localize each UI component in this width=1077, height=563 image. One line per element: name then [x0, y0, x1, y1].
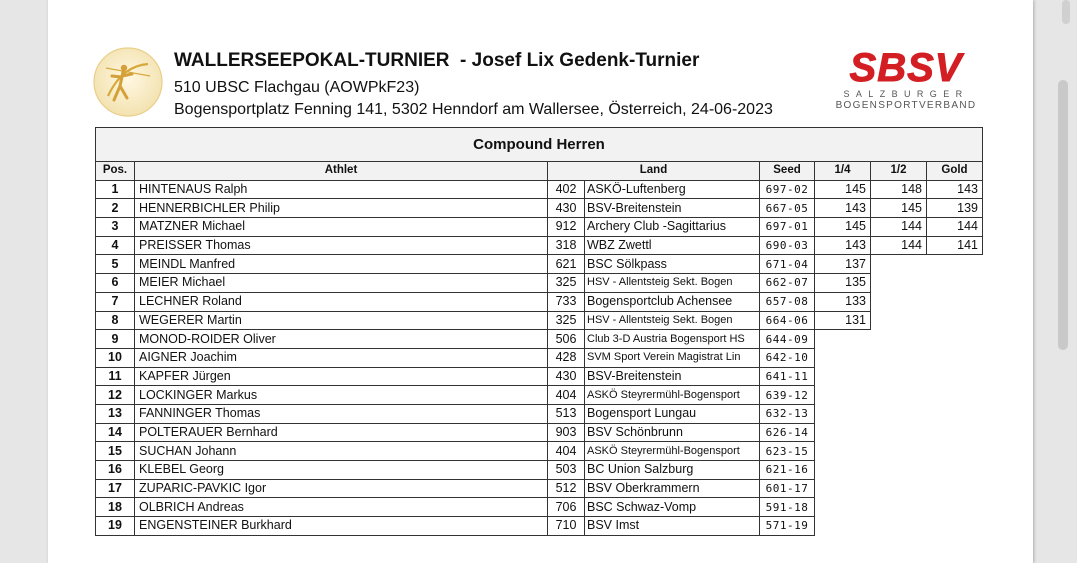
cell-club-name: BSV Imst: [585, 517, 760, 536]
cell-gold: [927, 461, 983, 480]
cell-quarterfinal: 135: [815, 274, 871, 293]
cell-semifinal: [871, 367, 927, 386]
cell-seed: 657-08: [760, 292, 815, 311]
cell-gold: [927, 311, 983, 330]
cell-athlete: MEIER Michael: [135, 274, 548, 293]
cell-athlete: WEGERER Martin: [135, 311, 548, 330]
cell-club-name: Club 3-D Austria Bogensport HS: [585, 330, 760, 349]
cell-gold: [927, 517, 983, 536]
cell-athlete: ENGENSTEINER Burkhard: [135, 517, 548, 536]
cell-gold: [927, 479, 983, 498]
table-caption: Compound Herren: [96, 128, 983, 162]
cell-club-name: WBZ Zwettl: [585, 236, 760, 255]
cell-pos: 1: [96, 180, 135, 199]
cell-club-number: 404: [548, 442, 585, 461]
cell-club-number: 430: [548, 199, 585, 218]
cell-quarterfinal: [815, 423, 871, 442]
cell-semifinal: [871, 255, 927, 274]
cell-semifinal: 145: [871, 199, 927, 218]
cell-pos: 18: [96, 498, 135, 517]
cell-athlete: SUCHAN Johann: [135, 442, 548, 461]
cell-seed: 671-04: [760, 255, 815, 274]
col-header-athlete: Athlet: [135, 162, 548, 181]
document-title: WALLERSEEPOKAL-TURNIER - Josef Lix Gedenk-Turnier: [174, 50, 700, 71]
cell-seed: 623-15: [760, 442, 815, 461]
table-row: [96, 442, 983, 461]
cell-semifinal: [871, 386, 927, 405]
col-header-quarter: 1/4: [815, 162, 871, 181]
cell-gold: [927, 404, 983, 423]
cell-pos: 11: [96, 367, 135, 386]
cell-semifinal: [871, 517, 927, 536]
cell-club-number: 325: [548, 274, 585, 293]
cell-athlete: MEINDL Manfred: [135, 255, 548, 274]
cell-athlete: KLEBEL Georg: [135, 461, 548, 480]
cell-athlete: POLTERAUER Bernhard: [135, 423, 548, 442]
cell-pos: 9: [96, 330, 135, 349]
cell-seed: 639-12: [760, 386, 815, 405]
table-row: [96, 517, 983, 536]
cell-gold: [927, 386, 983, 405]
cell-semifinal: 148: [871, 180, 927, 199]
table-row: [96, 404, 983, 423]
cell-pos: 5: [96, 255, 135, 274]
event-subtitle: 510 UBSC Flachgau (AOWPkF23): [174, 79, 420, 96]
cell-pos: 10: [96, 348, 135, 367]
cell-quarterfinal: 143: [815, 199, 871, 218]
cell-quarterfinal: 143: [815, 236, 871, 255]
scroll-notch: [1062, 0, 1070, 24]
cell-gold: [927, 348, 983, 367]
cell-athlete: MONOD-ROIDER Oliver: [135, 330, 548, 349]
table-row: [96, 292, 983, 311]
cell-seed: 626-14: [760, 423, 815, 442]
table-row: [96, 255, 983, 274]
cell-seed: 697-01: [760, 218, 815, 237]
cell-gold: [927, 423, 983, 442]
cell-club-number: 710: [548, 517, 585, 536]
cell-semifinal: 144: [871, 218, 927, 237]
cell-quarterfinal: [815, 404, 871, 423]
cell-club-name: ASKÖ-Luftenberg: [585, 180, 760, 199]
cell-quarterfinal: [815, 442, 871, 461]
cell-club-number: 621: [548, 255, 585, 274]
cell-semifinal: [871, 442, 927, 461]
cell-athlete: LOCKINGER Markus: [135, 386, 548, 405]
table-row: [96, 311, 983, 330]
cell-club-name: BSV-Breitenstein: [585, 199, 760, 218]
event-venue: Bogensportplatz Fenning 141, 5302 Henndorf am Wallersee, Österreich, 24-06-2023: [174, 101, 773, 118]
cell-athlete: HENNERBICHLER Philip: [135, 199, 548, 218]
cell-athlete: AIGNER Joachim: [135, 348, 548, 367]
cell-semifinal: 144: [871, 236, 927, 255]
cell-club-number: 513: [548, 404, 585, 423]
cell-gold: 144: [927, 218, 983, 237]
cell-gold: 141: [927, 236, 983, 255]
cell-gold: [927, 274, 983, 293]
cell-semifinal: [871, 292, 927, 311]
cell-pos: 3: [96, 218, 135, 237]
cell-seed: 664-06: [760, 311, 815, 330]
cell-quarterfinal: 131: [815, 311, 871, 330]
table-row: [96, 348, 983, 367]
table-row: [96, 367, 983, 386]
cell-athlete: ZUPARIC-PAVKIC Igor: [135, 479, 548, 498]
cell-pos: 13: [96, 404, 135, 423]
cell-quarterfinal: [815, 479, 871, 498]
cell-seed: 644-09: [760, 330, 815, 349]
cell-gold: [927, 442, 983, 461]
cell-club-name: BSC Schwaz-Vomp: [585, 498, 760, 517]
cell-quarterfinal: [815, 348, 871, 367]
cell-athlete: PREISSER Thomas: [135, 236, 548, 255]
cell-quarterfinal: [815, 386, 871, 405]
cell-athlete: FANNINGER Thomas: [135, 404, 548, 423]
cell-club-name: ASKÖ Steyrermühl-Bogensport: [585, 442, 760, 461]
cell-athlete: KAPFER Jürgen: [135, 367, 548, 386]
col-header-semi: 1/2: [871, 162, 927, 181]
cell-pos: 8: [96, 311, 135, 330]
cell-club-name: HSV - Allentsteig Sekt. Bogen: [585, 311, 760, 330]
cell-pos: 6: [96, 274, 135, 293]
sbsv-logo-line2: BOGENSPORTVERBAND: [835, 100, 977, 111]
cell-club-name: Bogensport Lungau: [585, 404, 760, 423]
cell-club-number: 402: [548, 180, 585, 199]
table-caption-row: [96, 128, 983, 162]
cell-pos: 16: [96, 461, 135, 480]
col-header-seed: Seed: [760, 162, 815, 181]
cell-club-name: SVM Sport Verein Magistrat Lin: [585, 348, 760, 367]
cell-quarterfinal: [815, 461, 871, 480]
cell-pos: 12: [96, 386, 135, 405]
col-header-land: Land: [548, 162, 760, 181]
cell-seed: 641-11: [760, 367, 815, 386]
cell-semifinal: [871, 348, 927, 367]
cell-gold: [927, 292, 983, 311]
cell-gold: 143: [927, 180, 983, 199]
results-table: [95, 127, 983, 536]
cell-club-number: 506: [548, 330, 585, 349]
cell-club-name: Archery Club -Sagittarius: [585, 218, 760, 237]
scrollbar-thumb[interactable]: [1058, 80, 1068, 350]
cell-quarterfinal: [815, 367, 871, 386]
cell-club-name: BSV Oberkrammern: [585, 479, 760, 498]
cell-pos: 15: [96, 442, 135, 461]
results-body: [96, 180, 983, 535]
cell-quarterfinal: [815, 330, 871, 349]
sbsv-logo-line1: SALZBURGER: [843, 89, 969, 99]
cell-seed: 697-02: [760, 180, 815, 199]
cell-gold: [927, 330, 983, 349]
cell-semifinal: [871, 274, 927, 293]
table-header-row: [96, 162, 983, 181]
cell-semifinal: [871, 479, 927, 498]
cell-seed: 632-13: [760, 404, 815, 423]
cell-quarterfinal: 137: [815, 255, 871, 274]
cell-semifinal: [871, 330, 927, 349]
cell-quarterfinal: 133: [815, 292, 871, 311]
cell-gold: [927, 367, 983, 386]
archer-logo-icon: [92, 46, 164, 118]
cell-semifinal: [871, 461, 927, 480]
table-row: [96, 330, 983, 349]
cell-club-name: BSV-Breitenstein: [585, 367, 760, 386]
table-row: [96, 479, 983, 498]
cell-pos: 2: [96, 199, 135, 218]
cell-seed: 690-03: [760, 236, 815, 255]
cell-seed: 662-07: [760, 274, 815, 293]
cell-club-name: BSV Schönbrunn: [585, 423, 760, 442]
cell-club-number: 903: [548, 423, 585, 442]
cell-club-number: 503: [548, 461, 585, 480]
table-row: [96, 274, 983, 293]
cell-semifinal: [871, 498, 927, 517]
cell-pos: 14: [96, 423, 135, 442]
cell-club-name: BC Union Salzburg: [585, 461, 760, 480]
table-row: [96, 498, 983, 517]
cell-seed: 601-17: [760, 479, 815, 498]
table-row: [96, 218, 983, 237]
cell-gold: 139: [927, 199, 983, 218]
cell-pos: 19: [96, 517, 135, 536]
cell-pos: 4: [96, 236, 135, 255]
cell-seed: 591-18: [760, 498, 815, 517]
cell-club-number: 430: [548, 367, 585, 386]
cell-quarterfinal: [815, 517, 871, 536]
cell-club-number: 706: [548, 498, 585, 517]
cell-club-name: Bogensportclub Achensee: [585, 292, 760, 311]
cell-club-number: 428: [548, 348, 585, 367]
cell-pos: 7: [96, 292, 135, 311]
cell-quarterfinal: 145: [815, 180, 871, 199]
cell-club-number: 318: [548, 236, 585, 255]
cell-athlete: HINTENAUS Ralph: [135, 180, 548, 199]
table-row: [96, 236, 983, 255]
cell-seed: 642-10: [760, 348, 815, 367]
cell-club-name: BSC Sölkpass: [585, 255, 760, 274]
cell-club-number: 512: [548, 479, 585, 498]
cell-semifinal: [871, 423, 927, 442]
cell-pos: 17: [96, 479, 135, 498]
col-header-gold: Gold: [927, 162, 983, 181]
col-header-pos: Pos.: [96, 162, 135, 181]
table-row: [96, 199, 983, 218]
cell-quarterfinal: 145: [815, 218, 871, 237]
cell-semifinal: [871, 404, 927, 423]
cell-seed: 571-19: [760, 517, 815, 536]
sbsv-logo-mark: SBSV: [849, 46, 963, 90]
cell-club-name: ASKÖ Steyrermühl-Bogensport: [585, 386, 760, 405]
table-row: [96, 386, 983, 405]
table-row: [96, 461, 983, 480]
cell-club-name: HSV - Allentsteig Sekt. Bogen: [585, 274, 760, 293]
cell-club-number: 912: [548, 218, 585, 237]
cell-gold: [927, 255, 983, 274]
cell-athlete: OLBRICH Andreas: [135, 498, 548, 517]
cell-seed: 667-05: [760, 199, 815, 218]
cell-athlete: MATZNER Michael: [135, 218, 548, 237]
cell-club-number: 733: [548, 292, 585, 311]
cell-athlete: LECHNER Roland: [135, 292, 548, 311]
cell-club-number: 404: [548, 386, 585, 405]
cell-seed: 621-16: [760, 461, 815, 480]
cell-gold: [927, 498, 983, 517]
cell-semifinal: [871, 311, 927, 330]
cell-club-number: 325: [548, 311, 585, 330]
table-row: [96, 423, 983, 442]
cell-quarterfinal: [815, 498, 871, 517]
sbsv-logo: [828, 48, 984, 112]
table-row: [96, 180, 983, 199]
